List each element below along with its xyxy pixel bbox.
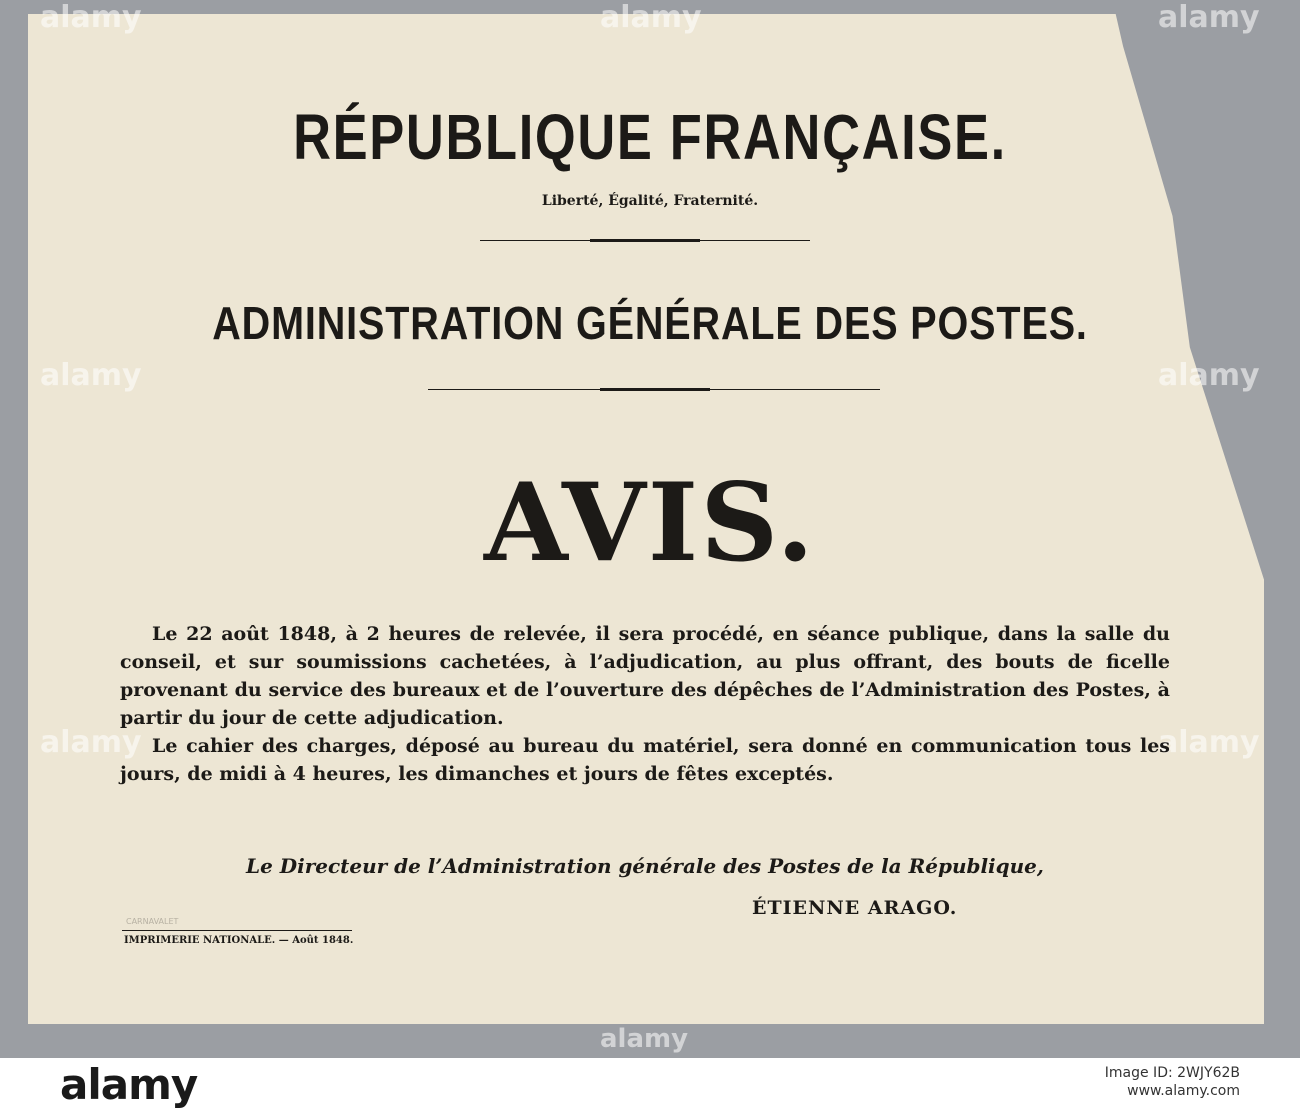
imprint: IMPRIMERIE NATIONALE. — Août 1848. [124, 935, 354, 946]
signature-line: Le Directeur de l’Administration générale des Postes de la République, [246, 854, 1044, 878]
watermark: alamy [1158, 725, 1260, 760]
poster-motto: Liberté, Égalité, Fraternité. [541, 193, 759, 209]
footer-brand: alamy [60, 1060, 198, 1109]
archive-stamp: CARNAVALET [126, 917, 179, 926]
watermark: alamy [40, 725, 142, 760]
paragraph: Le cahier des charges, déposé au bureau du matériel, sera donné en communication tous les jours, de midi à 4 heures, les dimanches et jours de fêtes exceptés. [120, 735, 1170, 785]
ornament-rule-center [590, 239, 700, 242]
watermark: alamy [40, 0, 142, 35]
watermark: alamy [600, 1024, 689, 1054]
notice-title: AVIS. [484, 460, 816, 586]
paragraph: Le 22 août 1848, à 2 heures de relevée, il sera procédé, en séance publique, dans la salle du conseil, et sur soumissions cachetées, à l’adjudication, au plus offrant, des bouts de ficelle provenant du service des bureaux et de l’ouverture des dépêches de l’Administration des Postes, à partir du jour de cette adjudication. [120, 623, 1170, 729]
poster-heading: RÉPUBLIQUE FRANÇAISE. [293, 101, 1007, 173]
image-id: Image ID: 2WJY62B [1104, 1065, 1240, 1081]
signatory: ÉTIENNE ARAGO. [752, 897, 958, 919]
imprint-rule [122, 930, 352, 931]
watermark: alamy [1158, 0, 1260, 35]
administration-heading: ADMINISTRATION GÉNÉRALE DES POSTES. [212, 297, 1088, 349]
ornament-rule-center [600, 388, 710, 391]
watermark: alamy [1158, 358, 1260, 393]
footer-id [1105, 1064, 1240, 1100]
watermark: alamy [600, 0, 702, 35]
notice-body [120, 620, 1170, 788]
watermark: alamy [40, 358, 142, 393]
site-url: www.alamy.com [1127, 1083, 1240, 1099]
